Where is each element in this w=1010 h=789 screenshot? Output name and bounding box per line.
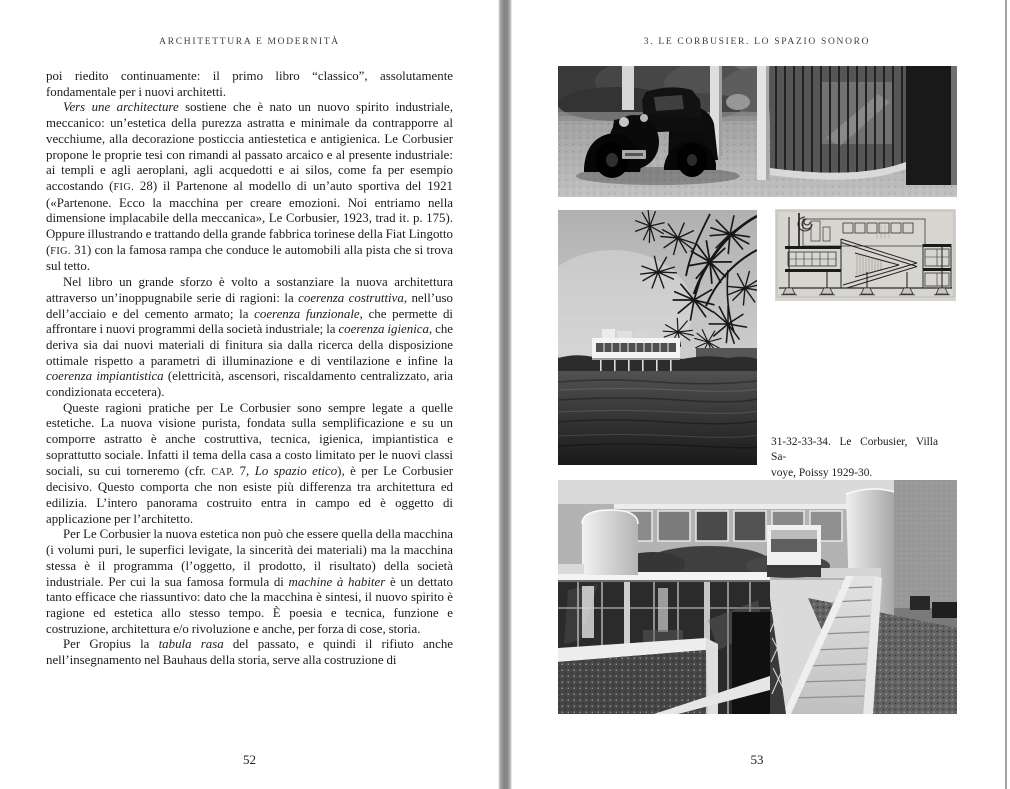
left-page [0,0,498,789]
right-page-number: 53 [750,752,764,767]
paragraph: Queste ragioni pratiche per Le Corbusier sono sempre legate a quelle estetiche. La nuova visione purista, fondata sulla semplificazione e su un comporre astratto è anche costruttiva, tecnica, igienica, impiantistica e soprattutto sociale. Infatti il tema della casa a costo limitato per le nuovi classi sociali, su cui torneremo (cfr. CAP. 7, Lo spazio etico), è per Le Corbusier decisivo. Questo comporta che non esiste più differenza tra architettura ed edilizia. L’intero panorama costruito entra in campo ed è oggetto di applicazione per l’architetto. [46,400,454,526]
paragraph: Per Gropius la tabula rasa del passato, e quindi il rifiuto anche nell’insegnamento nel Bauhaus della storia, serve alla costruzione di [46,637,453,668]
left-body-text [46,69,453,669]
figure-photo-car-pilotis [558,66,957,197]
page-edge-line [1005,0,1007,789]
figure-caption-line2: voye, Poissy 1929-30. [771,466,873,479]
figure-drawing-section [775,209,956,301]
left-page-number: 52 [243,752,256,767]
figure-caption [771,435,938,481]
book-gutter-shadow [498,0,512,789]
paragraph: Nel libro un grande sforzo è volto a sostanziare la nuova architettura attraverso un’inoppugnabile serie di ragioni: la coerenza costruttiva, nell’uso dell’acciaio e del cemento armato; la coerenza funzionale, che permette di affrontare i nuovi programmi della società industriale; la coerenza igienica, che deriva sia dai nuovi materiali di finitura sia dalla ricerca della disposizione ottimale rispetto a parametri di illuminazione e di ventilazione e infine la coerenza impiantistica (elettricità, ascensori, riscaldamento centralizzato, aria condizionata eccetera). [46,275,454,400]
paragraph: poi riedito continuamente: il primo libro “classico”, assolutamente fondamentale per i nuovi architetti. [46,69,453,99]
paragraph: Vers une architecture sostiene che è nato un nuovo spirito industriale, meccanico: un’estetica della purezza astratta e minimale da contrapporre al vecchiume, alla decorazione posticcia antiestetica e antigienica. Le Corbusier propone le proprie tesi con rimandi al passato arcaico e al presente industriale: ai templi e agli aeroplani, agli acquedotti e ai silos, come fa per esempio accostando (FIG. 28) il Partenone al modello di un’auto sportiva del 1921 («Partenone. Ecco la macchina per creare emozioni. Noi entriamo nella dimensione implacabile della meccanica», Le Corbusier, 1923, trad it. p. 175). Oppure illustrando e trattando della grande fabbrica torinese della Fiat Lingotto (FIG. 31) con la famosa rampa che conduce le automobili alla pista che si trova sul tetto. [46,100,453,274]
figure-photo-villa-meadow [558,210,757,465]
paragraph: Per Le Corbusier la nuova estetica non può che essere quella della macchina (i volumi puri, le superfici levigate, la sincerità dei materiali) ma la macchina stessa è il programma (l’oggetto, il prodotto, il risultato) della società industriale. Per cui la sua famosa formula di machine à habiter è un dettato tanto efficace che riassuntivo: dato che la macchina è sintesi, il nuovo spirito è ragione ed estetica allo stesso tempo. È poesia e tecnica, funzione e costruzione, architettura e/o rivoluzione e anche, per forza di cose, storia. [46,527,453,636]
figure-photo-roof-terrace [558,480,957,714]
left-running-head: ARCHITETTURA E MODERNITÀ [159,37,340,47]
figure-caption-line1: 31-32-33-34. Le Corbusier, Villa Sa- [771,436,938,464]
right-running-head: 3. LE CORBUSIER. LO SPAZIO SONORO [643,37,871,47]
